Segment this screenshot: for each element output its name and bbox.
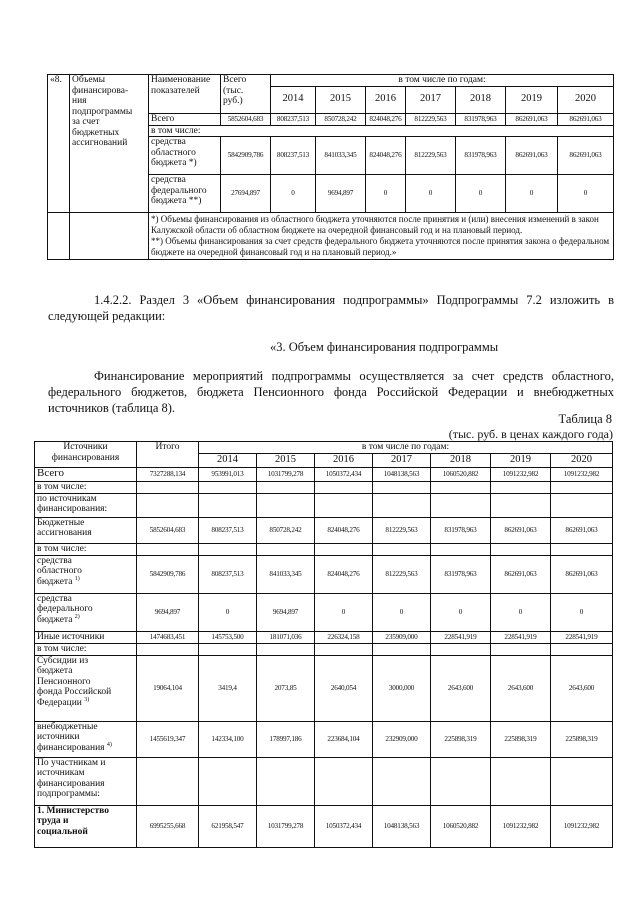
table1-years-caption: в том числе по годам: bbox=[271, 75, 614, 87]
table2-row-pension-fund: Субсидии из бюджета Пенсионного фонда Российской Федерации $^{3)}$ 19064,104 3419,4 2073,85 2640,054 3000,000 2643,600 2643,600 2643,600 bbox=[35, 655, 613, 721]
table2-year: 2018 bbox=[431, 453, 491, 467]
table2-year: 2015 bbox=[257, 453, 315, 467]
table-1 bbox=[47, 74, 614, 260]
table1-row-regional: средства областного бюджета *) 5842909,786 808237,513 841033,345 824048,276 812229,563 831978,963 862691,063 862691,063 bbox=[48, 137, 614, 175]
table1-year: 2018 bbox=[456, 86, 506, 113]
table2-year: 2014 bbox=[199, 453, 257, 467]
table2-row-other-sources: Иные источники 1474683,451 145753,500 181071,036 226324,158 235909,000 228541,919 228541,919 228541,919 bbox=[35, 631, 613, 643]
table1-row-federal: средства федерального бюджета **) 27694,897 0 9694,897 0 0 0 0 0 bbox=[48, 175, 614, 213]
table2-row-extrabudgetary: внебюджетные источники финансирования $^{4)}$ 1455619,347 142334,100 178997,186 223684,104 232909,000 225898,319 225898,319 225898,319 bbox=[35, 721, 613, 757]
paragraph-financing: Финансирование мероприятий подпрограммы осуществляется за счет средств областного, федерального бюджетов, бюджета Пенсионного фонда Российской Федерации и внебюджетных источников (таблица 8). bbox=[48, 369, 614, 415]
paragraph-amendment: 1.4.2.2. Раздел 3 «Объем финансирования подпрограммы» Подпрограммы 7.2 изложить в следующей редакции: bbox=[48, 293, 614, 323]
table2-row-including: в том числе: bbox=[35, 643, 613, 655]
table-8 bbox=[34, 441, 613, 848]
table2-year: 2017 bbox=[373, 453, 431, 467]
table1-year: 2017 bbox=[406, 86, 456, 113]
table2-year: 2020 bbox=[551, 453, 613, 467]
table1-head-name: Наименование показателей bbox=[149, 75, 221, 114]
table2-row-budget: Бюджетные ассигнования 5852604,683 808237,513 850728,242 824048,276 812229,563 831978,963 862691,063 862691,063 bbox=[35, 517, 613, 543]
table1-year: 2015 bbox=[316, 86, 366, 113]
table2-row-including: в том числе: bbox=[35, 481, 613, 493]
table2-row-total: Всего 7327288,134 953991,013 1031799,278 1050372,434 1048138,563 1060520,882 1091232,982 1091232,982 bbox=[35, 467, 613, 481]
section-title: «3. Объем финансирования подпрограммы bbox=[270, 340, 499, 354]
table2-years-caption: в том числе по годам: bbox=[199, 442, 613, 454]
table2-row-including: в том числе: bbox=[35, 543, 613, 555]
table1-row-label: Объемы финансирова- ния подпрограммы за счет бюджетных ассигнований bbox=[70, 75, 149, 213]
table2-year: 2016 bbox=[315, 453, 373, 467]
table2-row-regional: средства областного бюджета $^{1)}$ 5842909,786 808237,513 841033,345 824048,276 812229,563 831978,963 862691,063 862691,063 bbox=[35, 555, 613, 593]
table2-row-by-source: по источникам финансирования: bbox=[35, 493, 613, 517]
table2-row-ministry: 1. Министерство труда и социальной 6995255,668 621958,547 1031799,278 1050372,434 1048138,563 1060520,882 1091232,982 1091232,982 bbox=[35, 805, 613, 847]
table2-head-total: Итого bbox=[137, 442, 199, 468]
table-caption: Таблица 8 bbox=[558, 412, 612, 426]
table1-year: 2020 bbox=[558, 86, 614, 113]
table1-year: 2016 bbox=[366, 86, 406, 113]
table1-year: 2019 bbox=[506, 86, 558, 113]
table1-row-total: Всего 5852604,683 808237,513 850728,242 824048,276 812229,563 831978,963 862691,063 862691,063 bbox=[48, 113, 614, 125]
table1-notes bbox=[48, 213, 614, 260]
table-units: (тыс. руб. в ценах каждого года) bbox=[448, 427, 613, 441]
note-1: *) Объемы финансирования из областного бюджета уточняются после принятия и (или) внесения изменений в закон Калужской области об областном бюджете на очередной финансовый год и на плановый период. bbox=[151, 214, 599, 235]
table2-year: 2019 bbox=[491, 453, 551, 467]
table1-year: 2014 bbox=[271, 86, 316, 113]
table2-head-source: Источники финансирования bbox=[35, 442, 137, 468]
table2-row-by-participant: По участникам и источникам финансирования подпрограммы: bbox=[35, 757, 613, 805]
table2-row-federal: средства федерального бюджета $^{2)}$ 9694,897 0 9694,897 0 0 0 0 0 bbox=[35, 593, 613, 631]
table1-head-total: Всего (тыс. руб.) bbox=[221, 75, 271, 114]
table1-row-including: в том числе: bbox=[48, 125, 614, 137]
table1-mark: «8. bbox=[48, 75, 70, 213]
note-2: **) Объемы финансирования за счет средств федерального бюджета уточняются после принятия закона о федеральном бюджете на очередной финансовый год и на плановый период.» bbox=[151, 236, 610, 257]
